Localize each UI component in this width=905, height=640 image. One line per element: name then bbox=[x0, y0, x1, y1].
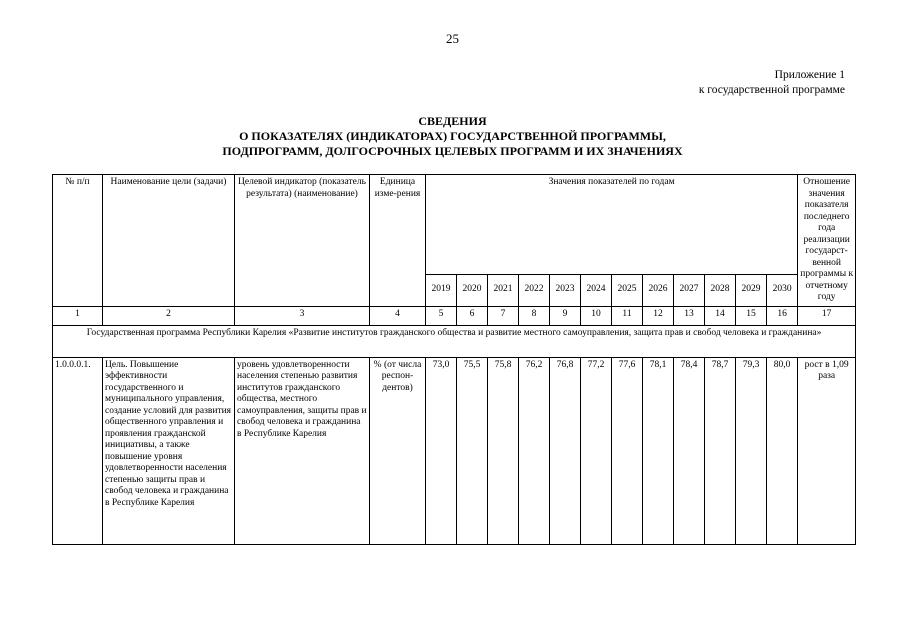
page-number: 25 bbox=[446, 31, 459, 46]
column-number: 1 bbox=[53, 306, 103, 325]
year-cell: 2023 bbox=[550, 274, 581, 306]
column-number: 4 bbox=[370, 306, 426, 325]
column-number: 13 bbox=[674, 306, 705, 325]
column-number: 15 bbox=[736, 306, 767, 325]
header-unit: Единица изме-рения bbox=[370, 175, 426, 307]
row-value: 75,5 bbox=[457, 357, 488, 544]
header-years-group: Значения показателей по годам bbox=[426, 175, 798, 275]
row-value: 77,2 bbox=[581, 357, 612, 544]
column-number: 12 bbox=[643, 306, 674, 325]
header-goal: Наименование цели (задачи) bbox=[103, 175, 235, 307]
year-cell: 2022 bbox=[519, 274, 550, 306]
row-num: 1.0.0.0.1. bbox=[53, 357, 103, 544]
column-number: 11 bbox=[612, 306, 643, 325]
header-ratio: Отношение значения показателя последнего года реализации государст-венной программы к отчетному году bbox=[798, 175, 856, 307]
row-value: 80,0 bbox=[767, 357, 798, 544]
year-cell: 2027 bbox=[674, 274, 705, 306]
column-number: 17 bbox=[798, 306, 856, 325]
program-title-row bbox=[53, 325, 856, 357]
appendix-line-1: Приложение 1 bbox=[774, 69, 845, 81]
appendix-note bbox=[699, 68, 845, 98]
year-cell: 2028 bbox=[705, 274, 736, 306]
year-cell: 2025 bbox=[612, 274, 643, 306]
row-ratio: рост в 1,09 раза bbox=[798, 357, 856, 544]
year-cell: 2024 bbox=[581, 274, 612, 306]
row-value: 76,2 bbox=[519, 357, 550, 544]
row-value: 78,1 bbox=[643, 357, 674, 544]
row-value: 73,0 bbox=[426, 357, 457, 544]
column-number: 5 bbox=[426, 306, 457, 325]
year-cell: 2030 bbox=[767, 274, 798, 306]
title-line-2: О ПОКАЗАТЕЛЯХ (ИНДИКАТОРАХ) ГОСУДАРСТВЕННОЙ ПРОГРАММЫ, bbox=[239, 129, 666, 143]
row-value: 79,3 bbox=[736, 357, 767, 544]
column-number: 8 bbox=[519, 306, 550, 325]
header-row bbox=[53, 175, 856, 275]
row-value: 78,7 bbox=[705, 357, 736, 544]
title-line-1: СВЕДЕНИЯ bbox=[418, 114, 487, 128]
column-number: 16 bbox=[767, 306, 798, 325]
appendix-line-2: к государственной программе bbox=[698, 84, 845, 96]
program-title: Государственная программа Республики Карелия «Развитие институтов гражданского общества и развитие местного самоуправления, защита прав и свобод человека и гражданина» bbox=[53, 325, 856, 357]
header-indicator: Целевой индикатор (показатель результата) (наименование) bbox=[235, 175, 370, 307]
column-number: 2 bbox=[103, 306, 235, 325]
indicators-table bbox=[52, 174, 856, 545]
row-indicator: уровень удовлетворенности населения степенью развития институтов гражданского общества, местного самоуправления, защиты прав и свобод человека и гражданина в Республике Карелия bbox=[235, 357, 370, 544]
header-num: № п/п bbox=[53, 175, 103, 307]
row-value: 77,6 bbox=[612, 357, 643, 544]
row-goal: Цель. Повышение эффективности государственного и муниципального управления, создание условий для развития общественного управления и проявления гражданской инициативы, а также повышение уровня удовлетворенности населения степенью защиты прав и свобод человека и гражданина в Республике Карелия bbox=[103, 357, 235, 544]
year-cell: 2029 bbox=[736, 274, 767, 306]
title-line-3: ПОДПРОГРАММ, ДОЛГОСРОЧНЫХ ЦЕЛЕВЫХ ПРОГРАММ И ИХ ЗНАЧЕНИЯХ bbox=[222, 144, 683, 158]
year-cell: 2020 bbox=[457, 274, 488, 306]
column-number: 3 bbox=[235, 306, 370, 325]
column-number: 14 bbox=[705, 306, 736, 325]
column-number: 6 bbox=[457, 306, 488, 325]
year-cell: 2019 bbox=[426, 274, 457, 306]
row-value: 78,4 bbox=[674, 357, 705, 544]
row-value: 76,8 bbox=[550, 357, 581, 544]
row-unit: % (от числа респон-дентов) bbox=[370, 357, 426, 544]
table-row bbox=[53, 357, 856, 544]
year-cell: 2026 bbox=[643, 274, 674, 306]
column-numbers-row bbox=[53, 306, 856, 325]
year-cell: 2021 bbox=[488, 274, 519, 306]
column-number: 9 bbox=[550, 306, 581, 325]
column-number: 10 bbox=[581, 306, 612, 325]
column-number: 7 bbox=[488, 306, 519, 325]
row-value: 75,8 bbox=[488, 357, 519, 544]
document-title bbox=[0, 114, 905, 159]
